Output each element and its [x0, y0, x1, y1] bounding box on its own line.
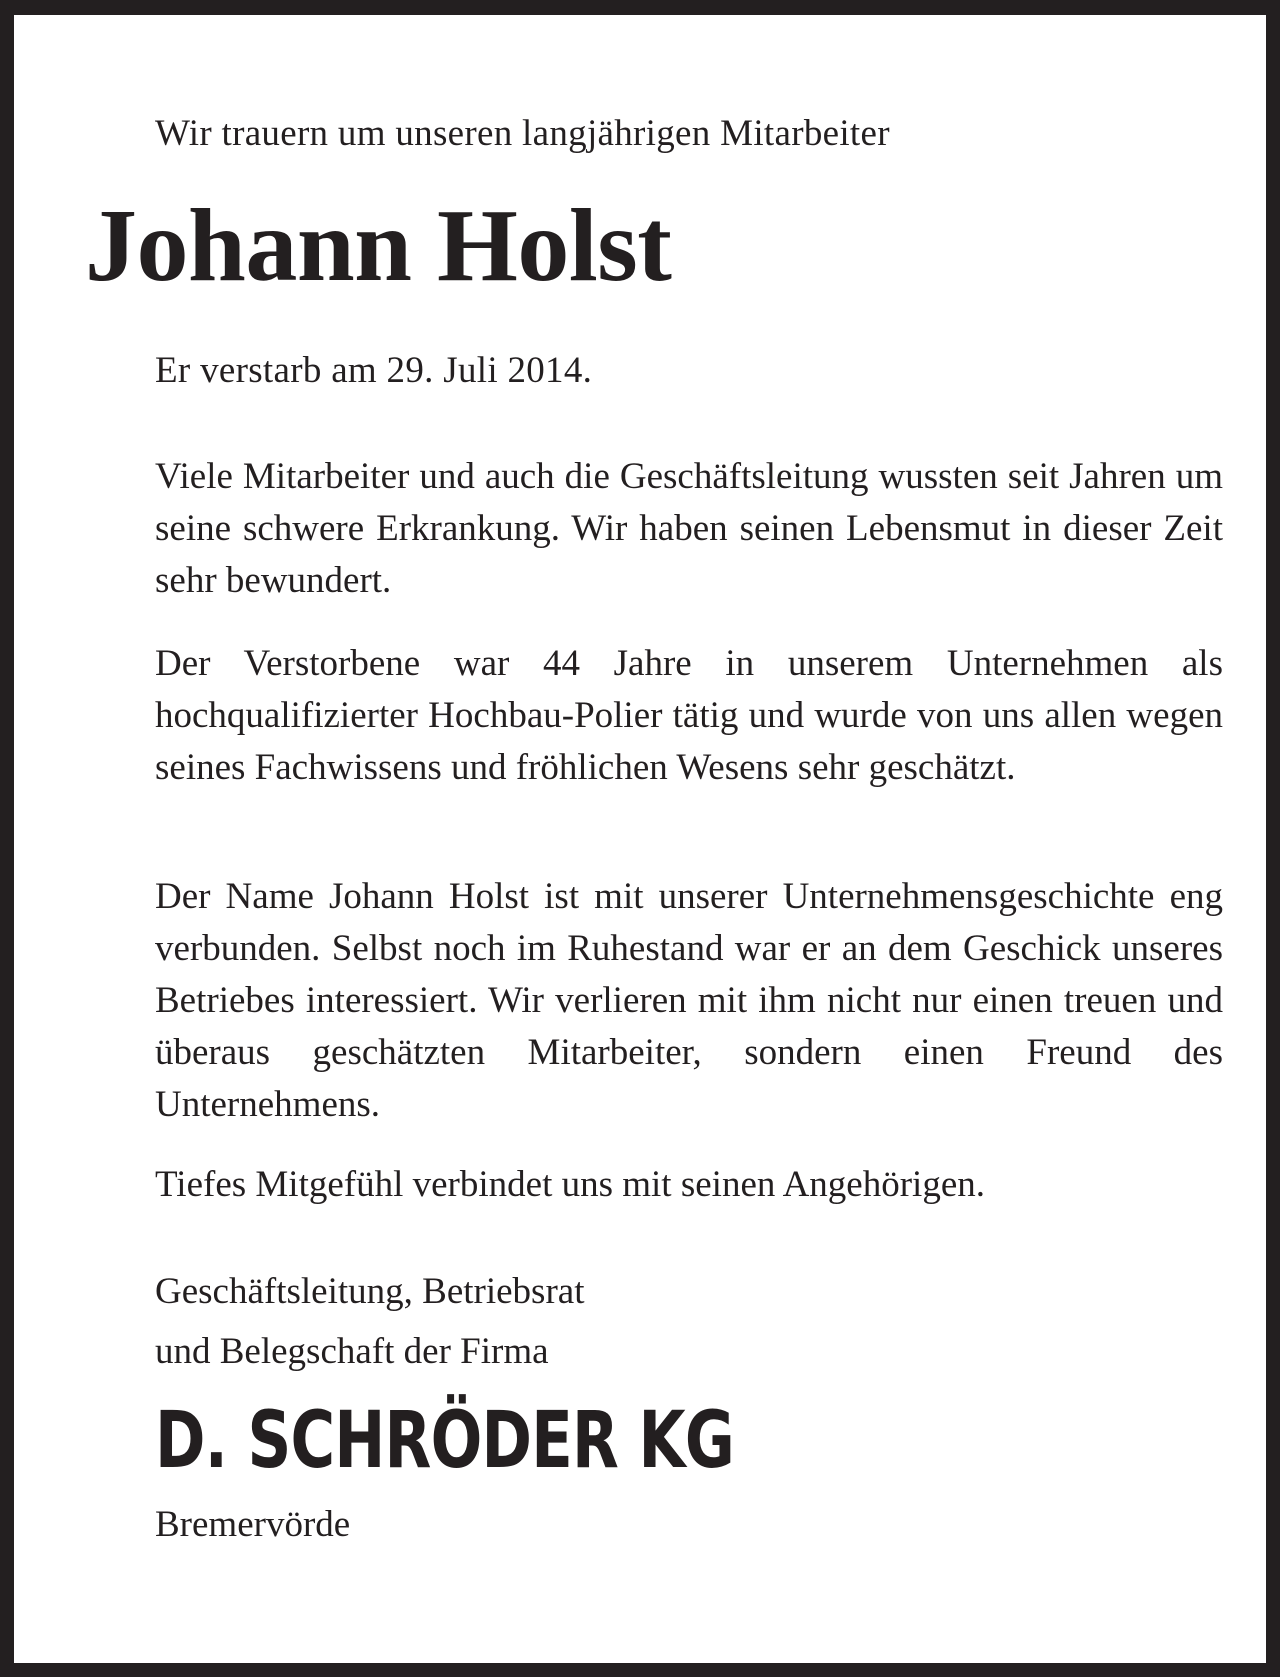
- intro-line: Wir trauern um unseren langjährigen Mitarbeiter: [155, 113, 890, 154]
- company-name: D. SCHRÖDER KG: [155, 1396, 735, 1486]
- signature-line-1: Geschäftsleitung, Betriebsrat: [155, 1271, 585, 1312]
- signature-line-2: und Belegschaft der Firma: [155, 1331, 549, 1372]
- deceased-name: Johann Holst: [85, 188, 672, 303]
- paragraph-condolence: Tiefes Mitgefühl verbindet uns mit seinen Angehörigen.: [155, 1164, 985, 1205]
- company-city: Bremervörde: [155, 1504, 351, 1545]
- paragraph-career: Der Verstorbene war 44 Jahre in unserem Unternehmen als hochqualifizierter Hochbau-Polier tätig und wurde von uns allen wegen seines Fachwissens und fröhlichen Wesens sehr geschätzt.: [155, 643, 1223, 788]
- paragraph-company-history: Der Name Johann Holst ist mit unserer Unternehmensgeschichte eng verbunden. Selbst noch im Ruhestand war er an dem Geschick unseres Betriebes interessiert. Wir verlieren mit ihm nicht nur einen treuen und überaus geschätzten Mitarbeiter, sondern einen Freund des Unternehmens.: [155, 876, 1223, 1125]
- paragraph-illness: Viele Mitarbeiter und auch die Geschäftsleitung wussten seit Jahren um seine schwere Erkrankung. Wir haben seinen Lebensmut in dieser Zeit sehr bewundert.: [155, 456, 1223, 601]
- death-date-line: Er verstarb am 29. Juli 2014.: [155, 350, 593, 391]
